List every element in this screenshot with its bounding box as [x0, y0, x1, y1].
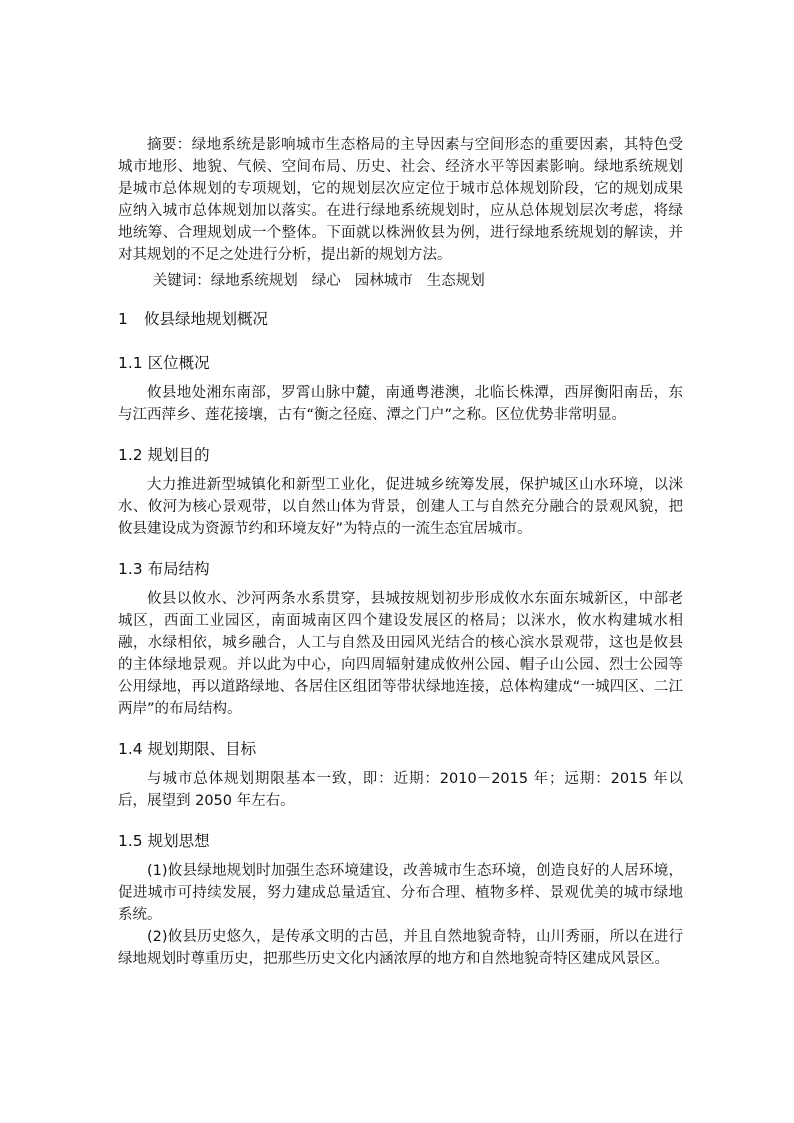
- subsection-heading: 1.4 规划期限、目标: [118, 740, 257, 758]
- keyword-item: 生态规划: [426, 273, 485, 289]
- subsection-heading: 1.2 规划目的: [118, 446, 210, 464]
- abstract-paragraph: 摘要：绿地系统是影响城市生态格局的主导因素与空间形态的重要因素，其特色受城市地形、地貌、气候、空间布局、历史、社会、经济水平等因素影响。绿地系统规划是城市总体规划的专项规划，它的规划层次应定位于城市总体规划阶段，它的规划成果应纳入城市总体规划加以落实。在进行绿地系统规划时，应从总体规划层次考虑，将绿地统筹、合理规划成一个整体。下面就以株洲攸县为例，进行绿地系统规划的解读，并对其规划的不足之处进行分析，提出新的规划方法。: [118, 137, 683, 263]
- body-paragraph: 大力推进新型城镇化和新型工业化，促进城乡统筹发展，保护城区山水环境，以洣水、攸河为核心景观带，以自然山体为背景，创建人工与自然充分融合的景观风貌，把攸县建设成为资源节约和环境友好”为特点的一流生态宜居城市。: [118, 477, 683, 537]
- keyword-item: 园林城市: [354, 273, 413, 289]
- section-title: 攸县绿地规划概况: [144, 310, 269, 328]
- body-paragraph: (2)攸县历史悠久，是传承文明的古邑，并且自然地貌奇特，山川秀丽，所以在进行绿地规划时尊重历史，把那些历史文化内涵浓厚的地方和自然地貌奇特区建成风景区。: [118, 929, 683, 967]
- document-page: [118, 134, 683, 970]
- subsection-heading: 1.3 布局结构: [118, 560, 210, 578]
- body-paragraph: 攸县地处湘东南部，罗霄山脉中麓，南通粤港澳，北临长株潭，西屏衡阳南岳，东与江西萍乡、莲花接壤，古有“衡之径庭、潭之门户”之称。区位优势非常明显。: [118, 385, 683, 423]
- keyword-item: 绿地系统规划: [210, 273, 298, 289]
- section-heading: [118, 306, 683, 332]
- section-number: 1: [118, 310, 128, 328]
- body-paragraph: (1)攸县绿地规划时加强生态环境建设，改善城市生态环境，创造良好的人居环境，促进城市可持续发展，努力建成总量适宜、分布合理、植物多样、景观优美的城市绿地系统。: [118, 863, 683, 923]
- keywords-line: [118, 270, 683, 292]
- body-paragraph: 与城市总体规划期限基本一致，即：近期：2010－2015 年；远期：2015 年以后，展望到 2050 年左右。: [118, 771, 683, 809]
- subsection-heading: 1.5 规划思想: [118, 832, 210, 850]
- keywords-label: 关键词：: [152, 273, 211, 289]
- keyword-item: 绿心: [311, 273, 341, 289]
- subsection-heading: 1.1 区位概况: [118, 354, 210, 372]
- body-paragraph: 攸县以攸水、沙河两条水系贯穿，县城按规划初步形成攸水东面东城新区，中部老城区，西面工业园区，南面城南区四个建设发展区的格局；以洣水，攸水构建城水相融，水绿相依，城乡融合，人工与自然及田园风光结合的核心滨水景观带，这也是攸县的主体绿地景观。并以此为中心，向四周辐射建成攸州公园、帽子山公园、烈士公园等公用绿地，再以道路绿地、各居住区组团等带状绿地连接，总体构建成“一城四区、二江两岸”的布局结构。: [118, 591, 683, 717]
